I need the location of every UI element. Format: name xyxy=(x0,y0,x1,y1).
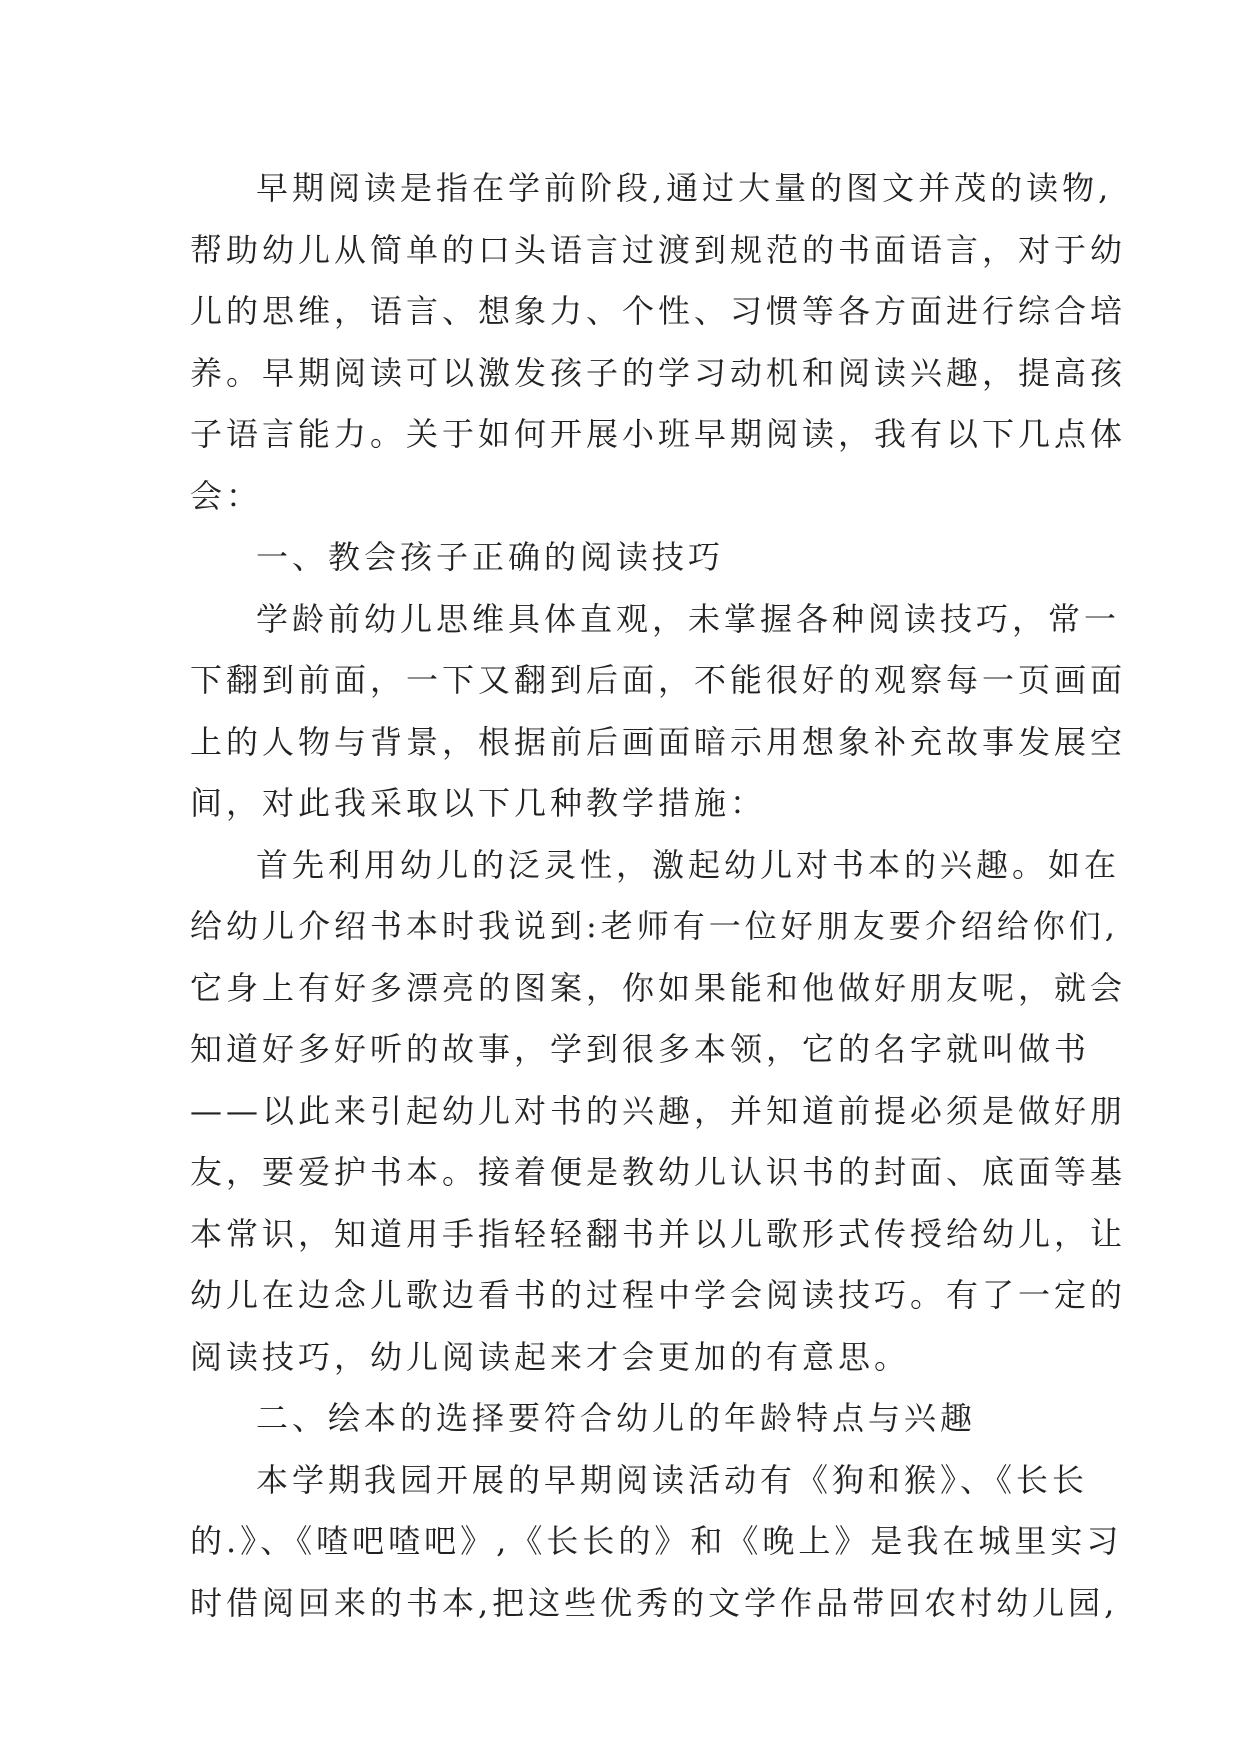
paragraph-line: 给幼儿介绍书本时我说到:老师有一位好朋友要介绍给你们, xyxy=(190,907,1119,945)
section-heading: 二、绘本的选择要符合幼儿的年龄特点与兴趣 xyxy=(256,1399,977,1437)
paragraph-line: 知道好多好听的故事，学到很多本领，它的名字就叫做书 xyxy=(190,1030,1091,1068)
paragraph-line: ——以此来引起幼儿对书的兴趣，并知道前提必须是做好朋 xyxy=(190,1091,1127,1130)
paragraph-line: 上的人物与背景，根据前后画面暗示用想象补充故事发展空 xyxy=(190,722,1127,761)
paragraph-line: 间，对此我采取以下几种教学措施： xyxy=(190,784,767,822)
paragraph-line: 它身上有好多漂亮的图案，你如果能和他做好朋友呢，就会 xyxy=(190,968,1127,1007)
paragraph-line: 阅读技巧，幼儿阅读起来才会更加的有意思。 xyxy=(190,1337,911,1376)
paragraph-line: 友，要爱护书本。接着便是教幼儿认识书的封面、底面等基 xyxy=(190,1153,1127,1191)
paragraph-line: 养。早期阅读可以激发孩子的学习动机和阅读兴趣，提高孩 xyxy=(190,353,1127,392)
paragraph-line: 早期阅读是指在学前阶段,通过大量的图文并茂的读物, xyxy=(256,169,1113,207)
section-heading: 一、教会孩子正确的阅读技巧 xyxy=(256,538,725,576)
paragraph-line: 下翻到前面，一下又翻到后面，不能很好的观察每一页画面 xyxy=(190,661,1127,699)
paragraph-line: 会： xyxy=(190,476,263,515)
paragraph-line: 本学期我园开展的早期阅读活动有《狗和猴》、《长长 xyxy=(256,1460,1089,1499)
paragraph-line: 的.》、《喳吧喳吧》,《长长的》和《晚上》是我在城里实习 xyxy=(190,1522,1123,1560)
paragraph-line: 子语言能力。关于如何开展小班早期阅读，我有以下几点体 xyxy=(190,415,1127,453)
document-body xyxy=(190,158,1127,1634)
paragraph-line: 学龄前幼儿思维具体直观，未掌握各种阅读技巧，常一 xyxy=(256,599,1121,638)
paragraph-line: 帮助幼儿从简单的口头语言过渡到规范的书面语言，对于幼 xyxy=(190,230,1127,269)
paragraph-line: 时借阅回来的书本,把这些优秀的文学作品带回农村幼儿园, xyxy=(190,1583,1119,1622)
paragraph-line: 儿的思维，语言、想象力、个性、习惯等各方面进行综合培 xyxy=(190,292,1127,330)
paragraph-line: 幼儿在边念儿歌边看书的过程中学会阅读技巧。有了一定的 xyxy=(190,1276,1127,1314)
paragraph-line: 本常识，知道用手指轻轻翻书并以儿歌形式传授给幼儿，让 xyxy=(190,1214,1127,1253)
paragraph-line: 首先利用幼儿的泛灵性，激起幼儿对书本的兴趣。如在 xyxy=(256,845,1121,884)
